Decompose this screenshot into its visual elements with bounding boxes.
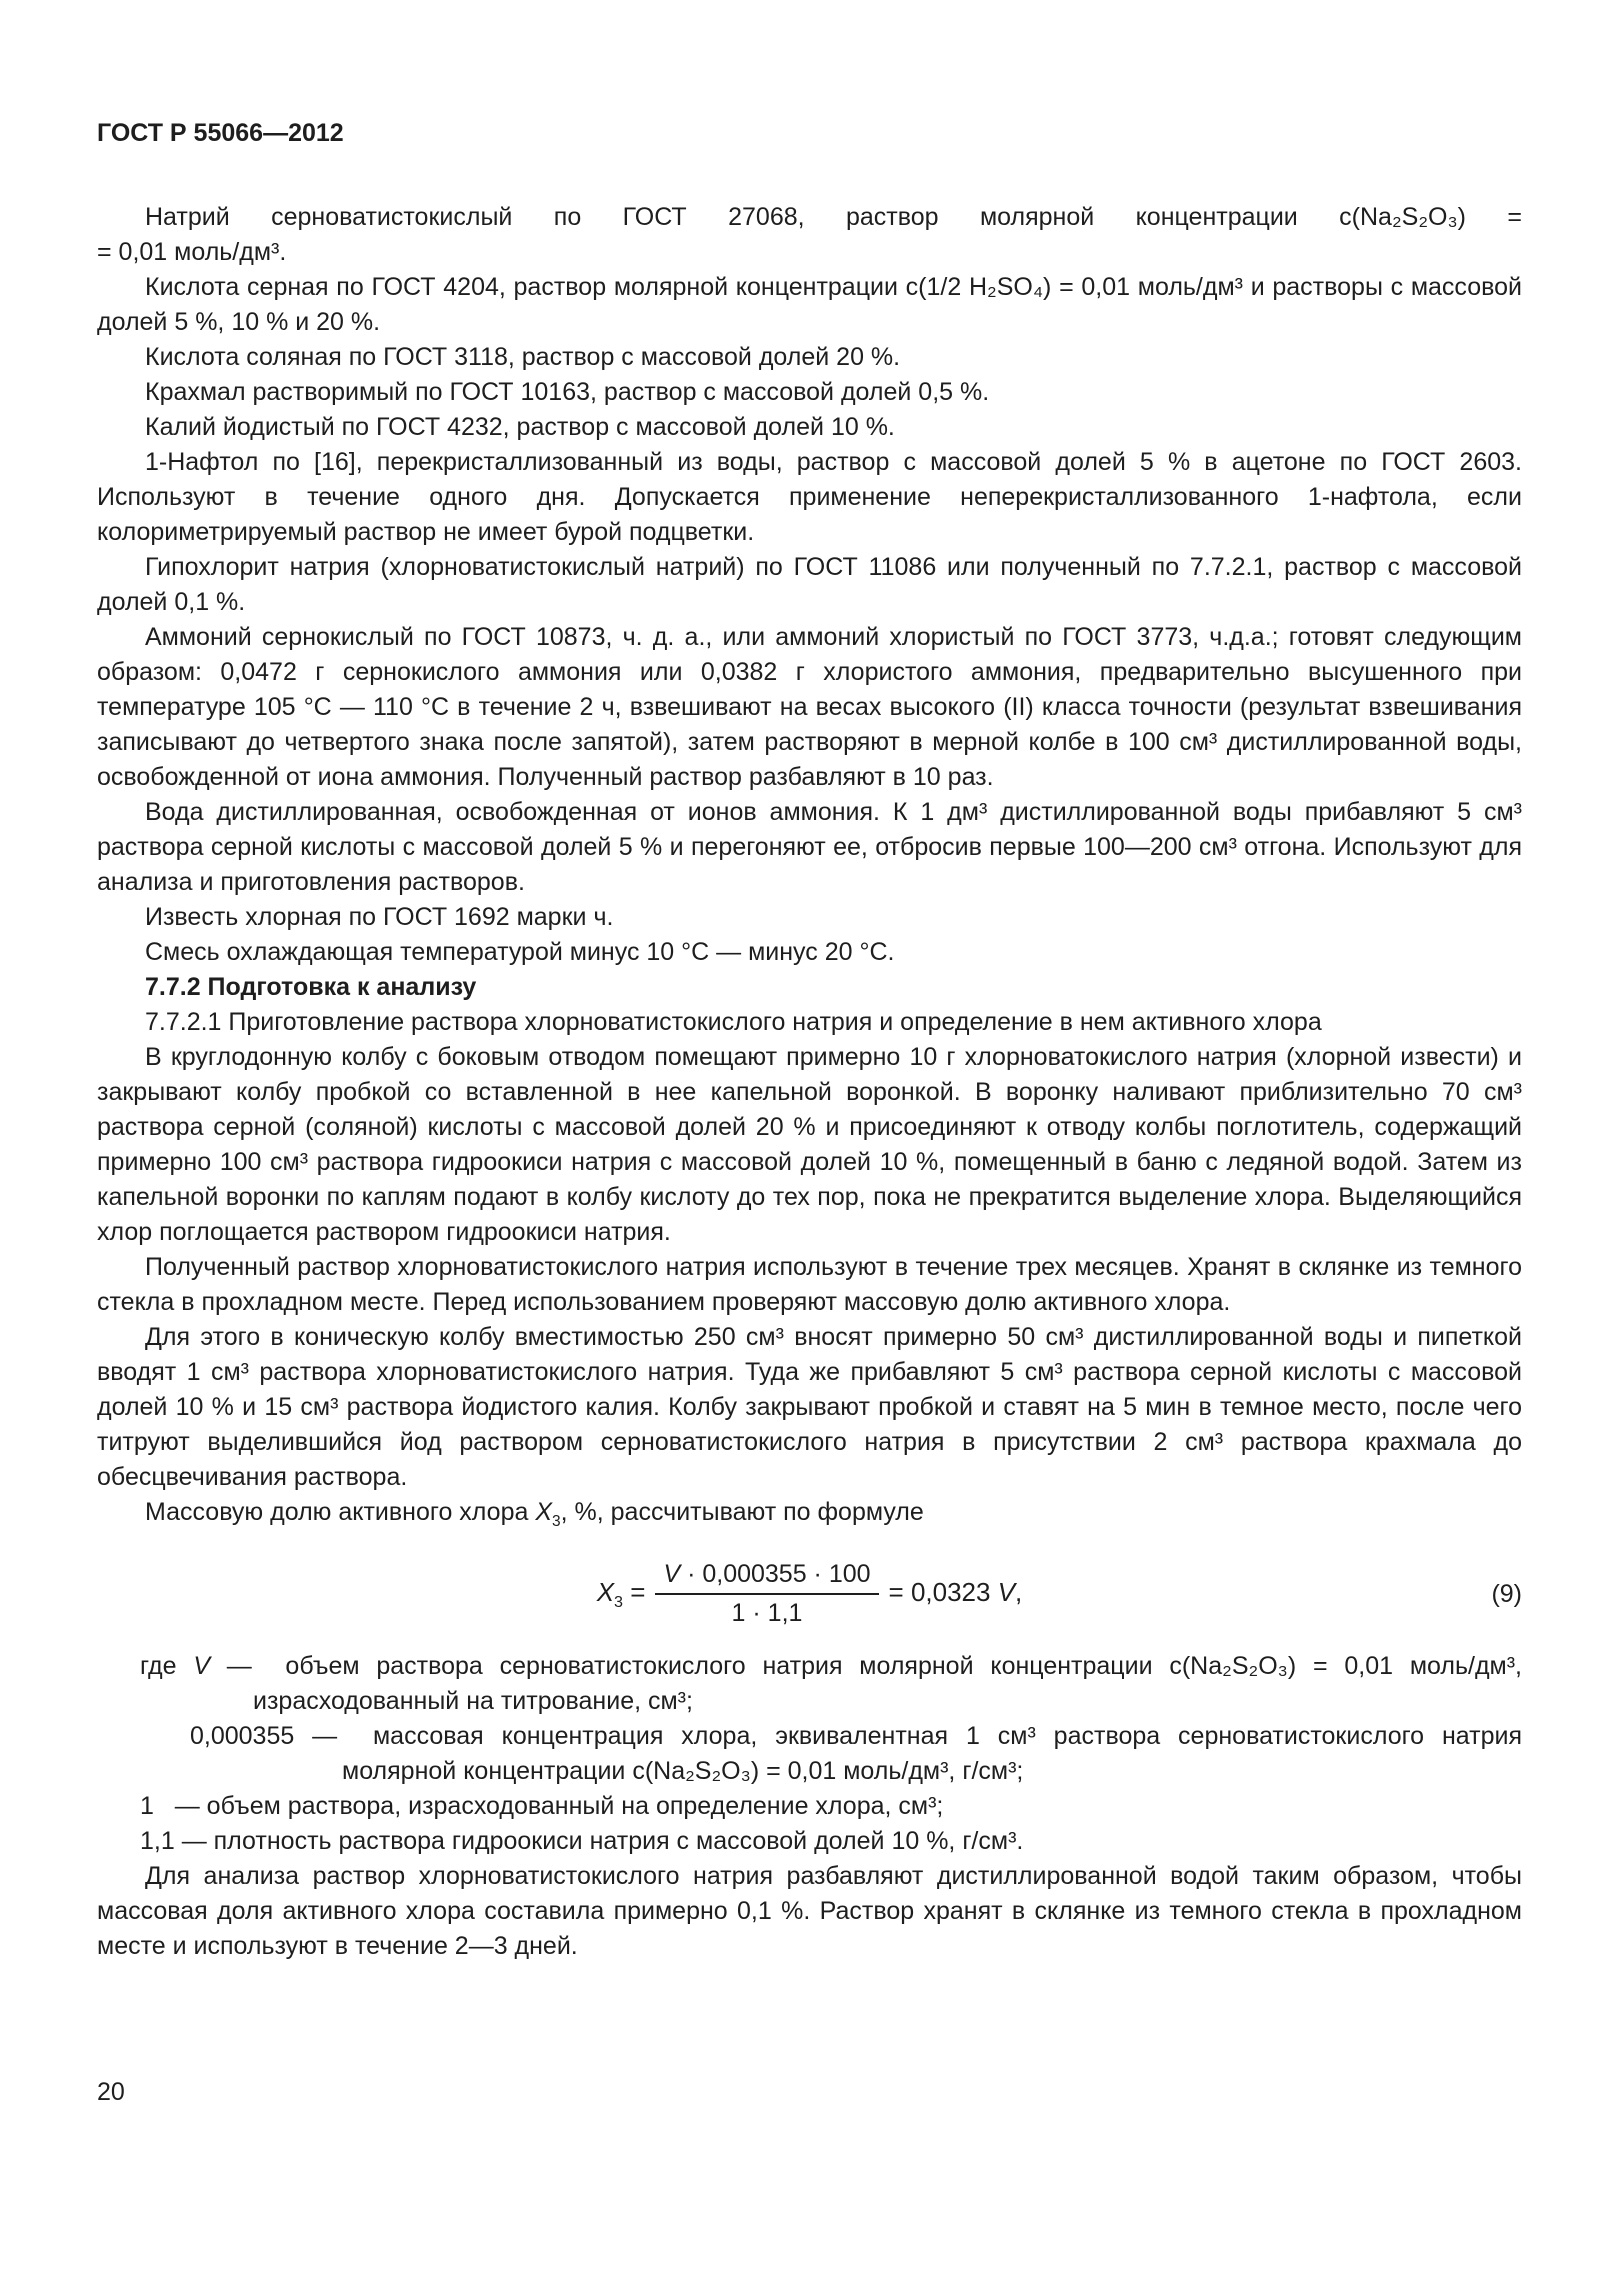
paragraph-chloride-lime: Известь хлорная по ГОСТ 1692 марки ч. bbox=[145, 903, 614, 931]
formula-9 bbox=[597, 1560, 1023, 1628]
variable-x-subscript: 3 bbox=[552, 1513, 561, 1530]
paragraph-sulfuric-acid: Кислота серная по ГОСТ 4204, раствор молярной концентрации c(1/2 H₂SO₄) = 0,01 моль/дм³ и растворы с массовой долей 5 %, 10 % и 20 %. bbox=[97, 273, 1522, 336]
paragraph-potassium-iodide: Калий йодистый по ГОСТ 4232, раствор с массовой долей 10 %. bbox=[145, 413, 895, 441]
formula-equals: = bbox=[630, 1576, 646, 1607]
formula-numerator-rest: · 0,000355 · 100 bbox=[680, 1560, 871, 1588]
where-item-1: 1 — объем раствора, израсходованный на определение хлора, см³; bbox=[140, 1792, 944, 1820]
section-heading-7721: 7.7.2.1 Приготовление раствора хлорноватистокислого натрия и определение в нем активного хлора bbox=[145, 1008, 1322, 1036]
paragraph-ammonium-sulfate: Аммоний сернокислый по ГОСТ 10873, ч. д. а., или аммоний хлористый по ГОСТ 3773, ч.д.а.; готовят следующим образом: 0,0472 г сернокислого аммония или 0,0382 г хлористого аммония, предварительно высушенного при температуре 105 °С — 110 °С в течение 2 ч, взвешивают на весах высокого (II) класса точности (результат взвешивания записывают до четвертого знака после запятой), затем растворяют в мерной колбе в 100 см³ дистиллированной воды, освобожденной от иона аммония. Полученный раствор разбавляют в 10 раз. bbox=[97, 623, 1522, 791]
formula-fraction bbox=[655, 1560, 878, 1628]
formula-numerator bbox=[655, 1560, 878, 1595]
formula-result: = 0,0323 bbox=[888, 1576, 998, 1607]
page-content bbox=[97, 118, 1522, 1964]
paragraph-naphthol: 1-Нафтол по [16], перекристаллизованный из воды, раствор с массовой долей 5 % в ацетоне по ГОСТ 2603. Используют в течение одного дня. Допускается применение неперекристаллизованного 1-нафтола, если колориметрируемый раствор не имеет бурой подцветки. bbox=[97, 448, 1522, 546]
formula-intro-text: Массовую долю активного хлора bbox=[145, 1498, 536, 1526]
paragraph-sodium-hypochlorite: Гипохлорит натрия (хлорноватистокислый натрий) по ГОСТ 11086 или полученный по 7.7.2.1, раствор с массовой долей 0,1 %. bbox=[97, 553, 1522, 616]
equation-number: (9) bbox=[1491, 1579, 1522, 1608]
page-number: 20 bbox=[97, 2078, 125, 2106]
paragraph-sodium-thiosulfate-line1: Натрий серноватистокислый по ГОСТ 27068, раствор молярной концентрации c(Na₂S₂O₃) = bbox=[145, 203, 1522, 231]
formula-v-numerator: V bbox=[663, 1560, 681, 1588]
formula-rhs bbox=[889, 1577, 1023, 1607]
formula-v-result: V bbox=[997, 1576, 1016, 1607]
formula-intro-tail: , %, рассчитывают по формуле bbox=[560, 1498, 924, 1526]
formula-lhs bbox=[596, 1576, 646, 1612]
formula-denominator: 1 · 1,1 bbox=[731, 1599, 803, 1627]
formula-block bbox=[97, 1539, 1522, 1649]
where-v-description: — объем раствора серноватистокислого натрия молярной концентрации c(Na₂S₂O₃) = 0,01 моль/дм³, израсходованный на титрование, см³; bbox=[210, 1652, 1523, 1715]
paragraph-starch: Крахмал растворимый по ГОСТ 10163, раствор с массовой долей 0,5 %. bbox=[145, 378, 990, 406]
paragraph-storage: Полученный раствор хлорноватистокислого натрия используют в течение трех месяцев. Хранят в склянке из темного стекла в прохладном месте. Перед использованием проверяют массовую долю активного хлора. bbox=[97, 1253, 1522, 1316]
paragraph-dilution-note: Для анализа раствор хлорноватистокислого натрия разбавляют дистиллированной водой таким образом, чтобы массовая доля активного хлора составила примерно 0,1 %. Раствор хранят в склянке из темного стекла в прохладном месте и используют в течение 2—3 дней. bbox=[97, 1862, 1522, 1960]
formula-comma: , bbox=[1015, 1576, 1023, 1607]
paragraph-flask-procedure: В круглодонную колбу с боковым отводом помещают примерно 10 г хлорноватокислого натрия (хлорной извести) и закрывают колбу пробкой со вставленной в нее капельной воронкой. В воронку наливают приблизительно 70 см³ раствора серной (соляной) кислоты с массовой долей 20 % и присоединяют к отводу колбы поглотитель, содержащий примерно 100 см³ раствора гидроокиси натрия с массовой долей 10 %, помещенный в баню с ледяной водой. Затем из капельной воронки по каплям подают в колбу кислоту до тех пор, пока не прекратится выделение хлора. Выделяющийся хлор поглощается раствором гидроокиси натрия. bbox=[97, 1043, 1522, 1246]
where-keyword: где bbox=[140, 1652, 194, 1680]
section-heading-772: 7.7.2 Подготовка к анализу bbox=[145, 973, 477, 1001]
paragraph-sodium-thiosulfate-line2: = 0,01 моль/дм³. bbox=[97, 238, 287, 266]
where-item-v bbox=[97, 1649, 1522, 1719]
where-item-0000355: 0,000355 — массовая концентрация хлора, эквивалентная 1 см³ раствора серноватистокислого натрия молярной концентрации c(Na₂S₂O₃) = 0,01 моль/дм³, г/см³; bbox=[190, 1722, 1522, 1785]
variable-x: X bbox=[535, 1498, 553, 1526]
paragraph-distilled-water: Вода дистиллированная, освобожденная от ионов аммония. К 1 дм³ дистиллированной воды прибавляют 5 см³ раствора серной кислоты с массовой долей 5 % и перегоняют ее, отбросив первые 100—200 см³ отгона. Используют для анализа и приготовления растворов. bbox=[97, 798, 1522, 896]
where-variable-v: V bbox=[193, 1652, 210, 1680]
paragraph-cooling-mixture: Смесь охлаждающая температурой минус 10 °С — минус 20 °С. bbox=[145, 938, 895, 966]
paragraph-hydrochloric-acid: Кислота соляная по ГОСТ 3118, раствор с массовой долей 20 %. bbox=[145, 343, 901, 371]
paragraph-titration-procedure: Для этого в коническую колбу вместимостью 250 см³ вносят примерно 50 см³ дистиллированной воды и пипеткой вводят 1 см³ раствора хлорноватистокислого натрия. Туда же прибавляют 5 см³ раствора серной кислоты с массовой долей 10 % и 15 см³ раствора йодистого калия. Колбу закрывают пробкой и ставят на 5 мин в темное место, после чего титруют выделившийся йод раствором серноватистокислого натрия в присутствии 2 см³ раствора крахмала до обесцвечивания раствора. bbox=[97, 1323, 1522, 1491]
formula-x-subscript: 3 bbox=[614, 1593, 624, 1612]
where-item-11: 1,1 — плотность раствора гидроокиси натрия с массовой долей 10 %, г/см³. bbox=[140, 1827, 1024, 1855]
paragraph-formula-intro bbox=[97, 1495, 1522, 1539]
standard-number-header: ГОСТ Р 55066—2012 bbox=[97, 119, 344, 147]
formula-x: X bbox=[596, 1576, 615, 1607]
